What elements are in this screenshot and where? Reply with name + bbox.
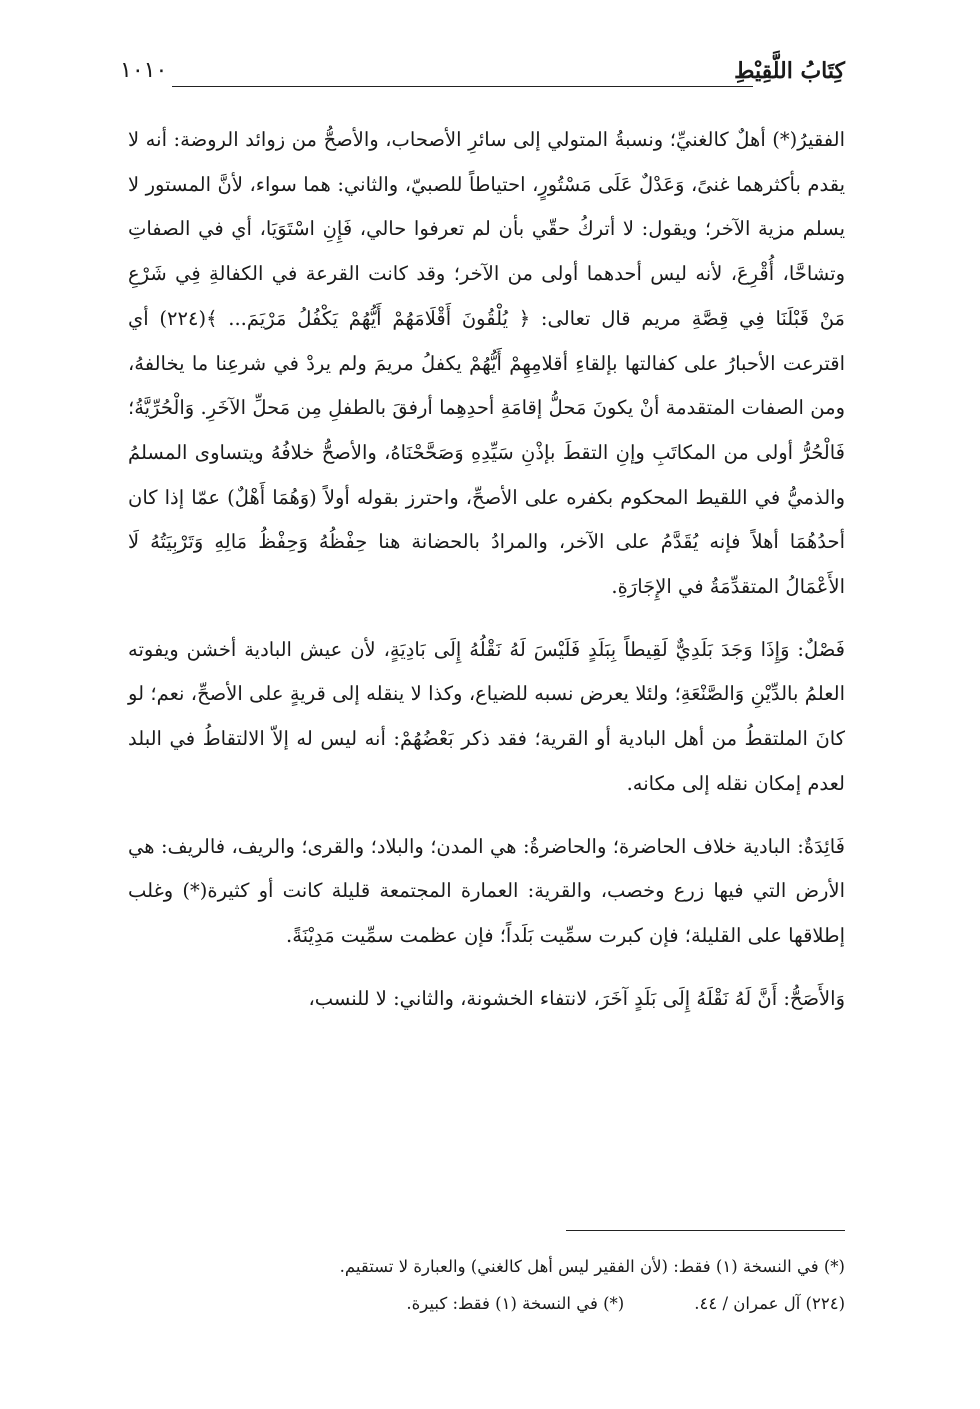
main-text (128, 118, 845, 1021)
footnote-3: (*) في النسخة (١) فقط: كبيرة. (406, 1294, 625, 1313)
paragraph-4: وَالأَصَحُّ: أَنَّ لَهُ نَقْلَهُ إِلَى بَلَدٍ آخَرَ، لانتفاء الخشونة، والثاني: لا للنسب، (308, 986, 845, 1010)
header-title: كِتَابُ اللَّقِيْطِ (734, 58, 845, 84)
page-number: ١٠١٠ (120, 58, 168, 83)
footnotes (128, 1248, 845, 1322)
paragraph-2: فَصْلٌ: وَإِذَا وَجَدَ بَلَدِيٌّ لَقِيطاً بِبَلَدٍ فَلَيْسَ لَهُ نَقْلُهُ إِلَى بَادِيَةٍ، لأن عيش البادية أخشن ويفوته العلمُ بالدِّيْنِ وَالصَّنْعَةِ؛ ولئلا يعرض نسبه للضياع، وكذا لا ينقله إلى قريةٍ على الأصحِّ، نعم؛ لو كانَ الملتقطُ من أهل البادية أو القرية؛ فقد ذكر بَعْضُهُمْ: أنه ليس له إلاّ الالتقاطُ في البلد لعدم إمكان نقله إلى مكانه. (128, 637, 845, 795)
running-header (120, 58, 845, 92)
footnote-1: (*) في النسخة (١) فقط: (لأن الفقير ليس أهل كالغني) والعبارة لا تستقيم. (339, 1257, 845, 1276)
footnote-2: (٢٢٤) آل عمران / ٤٤. (694, 1294, 845, 1313)
paragraph-3: فَائِدَةٌ: البادية خلاف الحاضرة؛ والحاضرةُ: هي المدن؛ والبلاد؛ والقرى؛ والريف، فالريف: هي الأرض التي فيها زرع وخصب، والقرية: العمارة المجتمعة قليلة كانت أو كثيرة(*) وغلب إطلاقها على القليلة؛ فإن كبرت سمِّيت بَلَداً؛ فإن عظمت سمِّيت مَدِيْنَةً. (128, 834, 845, 947)
footnote-separator (566, 1230, 845, 1231)
header-rule (172, 86, 753, 87)
footnote-row (128, 1285, 845, 1322)
paragraph-1: الفقيرُ(*) أهلٌ كالغنيِّ؛ ونسبةُ المتولي إلى سائرِ الأصحاب، والأصحُّ من زوائد الروضة: أنه لا يقدم بأكثرهما غنىً، وَعَدْلٌ عَلَى مَسْتُورٍ، احتياطاً للصبيّ، والثاني: هما سواء، لأنَّ المستور لا يسلم مزية الآخر؛ ويقول: لا أتركُ حقّي بأن لم تعرفوا حالي، فَإِنِ اسْتَوَيَا، أي في الصفاتِ وتشاحَّا، أُقْرِعَ، لأنه ليس أحدهما أولى من الآخر؛ وقد كانت القرعة في الكفالةِ فِي شَرْعِ مَنْ قَبْلَنَا فِي قِصَّةِ مريم قال تعالى: ﴿ يُلْقُونَ أَقْلَامَهُمْ أَيُّهُمْ يَكْفُلُ مَرْيَمَ... ﴾(٢٢٤) أي اقترعت الأحبارُ على كفالتها بإلقاءِ أقلامِهِمْ أَيُّهُمْ يكفلُ مريمَ ولم يردْ في شرعِنا ما يخالفهُ، ومن الصفات المتقدمة أنْ يكونَ مَحلُّ إقامَةِ أحدِهِما أرفقَ بالطفلِ مِن مَحلِّ الآخَرِ. وَالْحُرِّيَّةُ؛ فَالْحُرُّ أولى من المكاتَبِ وإنِ التقطَ بإذْنِ سَيِّدِهِ وَصَحَّحْنَاهُ، والأصحُّ خلافُهُ ويتساوى المسلمُ والذميُّ في اللقيط المحكوم بكفره على الأصحِّ، واحترز بقوله أولاً (وَهُمَا أَهْلٌ) عمّا إذا كان أحدُهُمَا أهلاً فإنه يُقَدَّمُ على الآخر، والمرادُ بالحضانة هنا حِفْظُهُ وَحِفْظُ مَالِهِ وَتَرْبِيَتُهُ لَا الأَعْمَالُ المتقدِّمَةُ في الإِجَارَةِ. (128, 128, 845, 599)
